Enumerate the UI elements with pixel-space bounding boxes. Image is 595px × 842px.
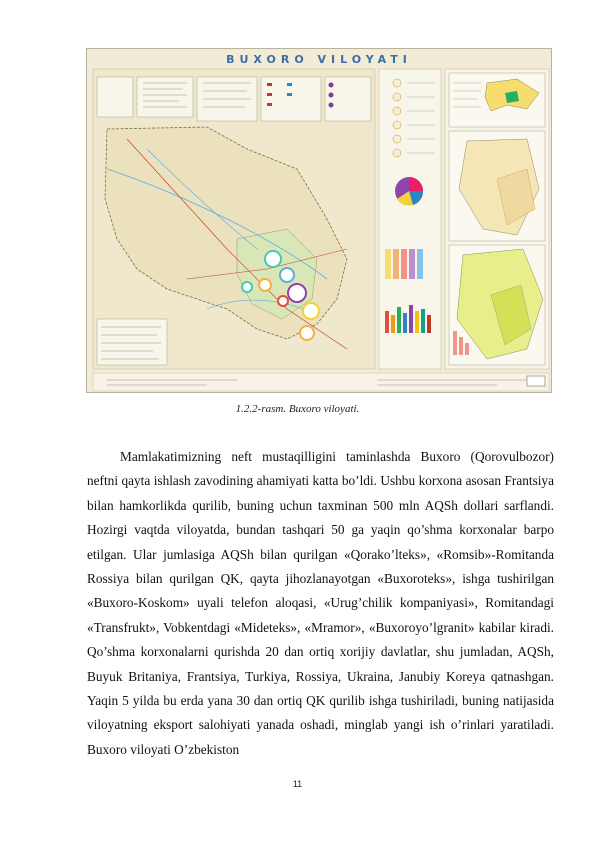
map-illustration xyxy=(87,49,552,393)
page-number: 11 xyxy=(292,779,303,789)
map-figure xyxy=(86,48,552,393)
paragraph: Mamlakatimizning neft mustaqilligini taminlashda Buxoro (Qorovulbozor) neftni qayta ishlash zavodining ahamiyati katta bo’ldi. Ushbu korxona asosan Frantsiya bilan hamkorlikda qurilib, buning uchun taxminan 500 mln AQSh dollari sarflandi. Hozirgi vaqtda viloyatda, bundan tashqari 50 ga yaqin qo’shma korxonalar barpo etilgan. Ular jumlasiga AQSh bilan qurilgan «Qorako’lteks», «Romsib»-Romitanda Rossiya bilan qurilgan QK, qayta jihozlanayotgan «Buxoroteks», ishga tushirilgan «Buxoro-Koskom» uyali telefon aloqasi, «Urug’chilik kompaniyasi», Romitandagi «Transfrukt», Vobkentdagi «Mideteks», «Mramor», «Buxoroyo’lgranit» kabilar kiradi. Qo’shma korxonalarni qurishda 20 dan ortiq xorijiy davlatlar, shu jumladan, AQSh, Buyuk Britaniya, Frantsiya, Turkiya, Rossiya, Ukraina, Janubiy Koreya qatnashgan. Yaqin 5 yilda bu erda yana 30 dan ortiq QK qurilib ishga tushiriladi, buning natijasida viloyatning eksport salohiyati yanada oshadi, minglab yangi ish o’rinlari yaratiladi. Buxoro viloyati O’zbekiston xyxy=(87,449,554,757)
map-title: BUXORO VILOYATI xyxy=(226,53,412,66)
body-text xyxy=(87,445,554,762)
figure-caption: 1.2.2-rasm. Buxoro viloyati. xyxy=(235,403,360,415)
